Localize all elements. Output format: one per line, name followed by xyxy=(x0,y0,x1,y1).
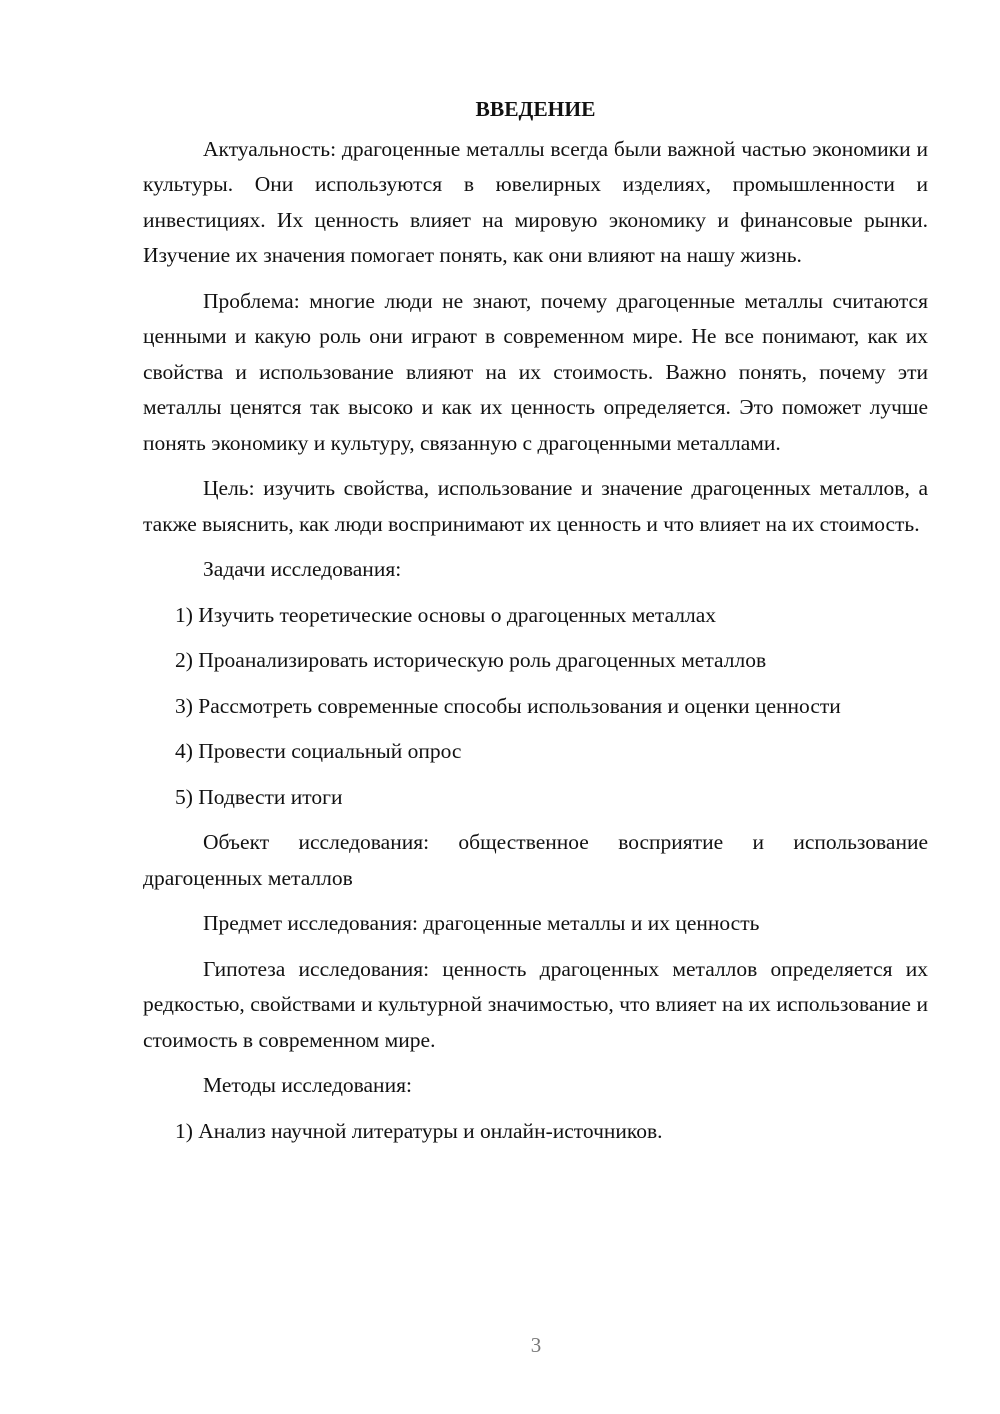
subject-paragraph: Предмет исследования: драгоценные металлы и их ценность xyxy=(203,911,760,935)
object-paragraph: Объект исследования: общественное восприятие и использование драгоценных металлов xyxy=(143,830,928,890)
page-number: 3 xyxy=(530,1333,542,1357)
task-item: 2) Проанализировать историческую роль драгоценных металлов xyxy=(175,648,767,672)
section-heading: ВВЕДЕНИЕ xyxy=(475,97,596,121)
relevance-paragraph: Актуальность: драгоценные металлы всегда были важной частью экономики и культуры. Они используются в ювелирных изделиях, промышленности и инвестициях. Их ценность влияет на мировую экономику и финансовые рынки. Изучение их значения помогает понять, как они влияют на нашу жизнь. xyxy=(143,136,928,267)
page-content xyxy=(143,92,928,1159)
task-item: 3) Рассмотреть современные способы использования и оценки ценности xyxy=(175,693,841,718)
task-item: 4) Провести социальный опрос xyxy=(175,739,462,763)
hypothesis-paragraph: Гипотеза исследования: ценность драгоценных металлов определяется их редкостью, свойствами и культурной значимостью, что влияет на их использование и стоимость в современном мире. xyxy=(143,956,928,1052)
goal-paragraph: Цель: изучить свойства, использование и значение драгоценных металлов, а также выяснить, как люди воспринимают их ценность и что влияет на их стоимость. xyxy=(143,476,928,536)
task-item: 1) Изучить теоретические основы о драгоценных металлах xyxy=(175,602,717,627)
task-item: 5) Подвести итоги xyxy=(175,784,343,809)
methods-heading: Методы исследования: xyxy=(203,1073,412,1097)
tasks-heading: Задачи исследования: xyxy=(203,557,402,581)
problem-paragraph: Проблема: многие люди не знают, почему драгоценные металлы считаются ценными и какую роль они играют в современном мире. Не все понимают, как их свойства и использование влияют на их стоимость. Важно понять, почему эти металлы ценятся так высоко и как их ценность определяется. Это поможет лучше понять экономику и культуру, связанную с драгоценными металлами. xyxy=(143,288,928,455)
method-item: 1) Анализ научной литературы и онлайн-источников. xyxy=(175,1118,663,1143)
